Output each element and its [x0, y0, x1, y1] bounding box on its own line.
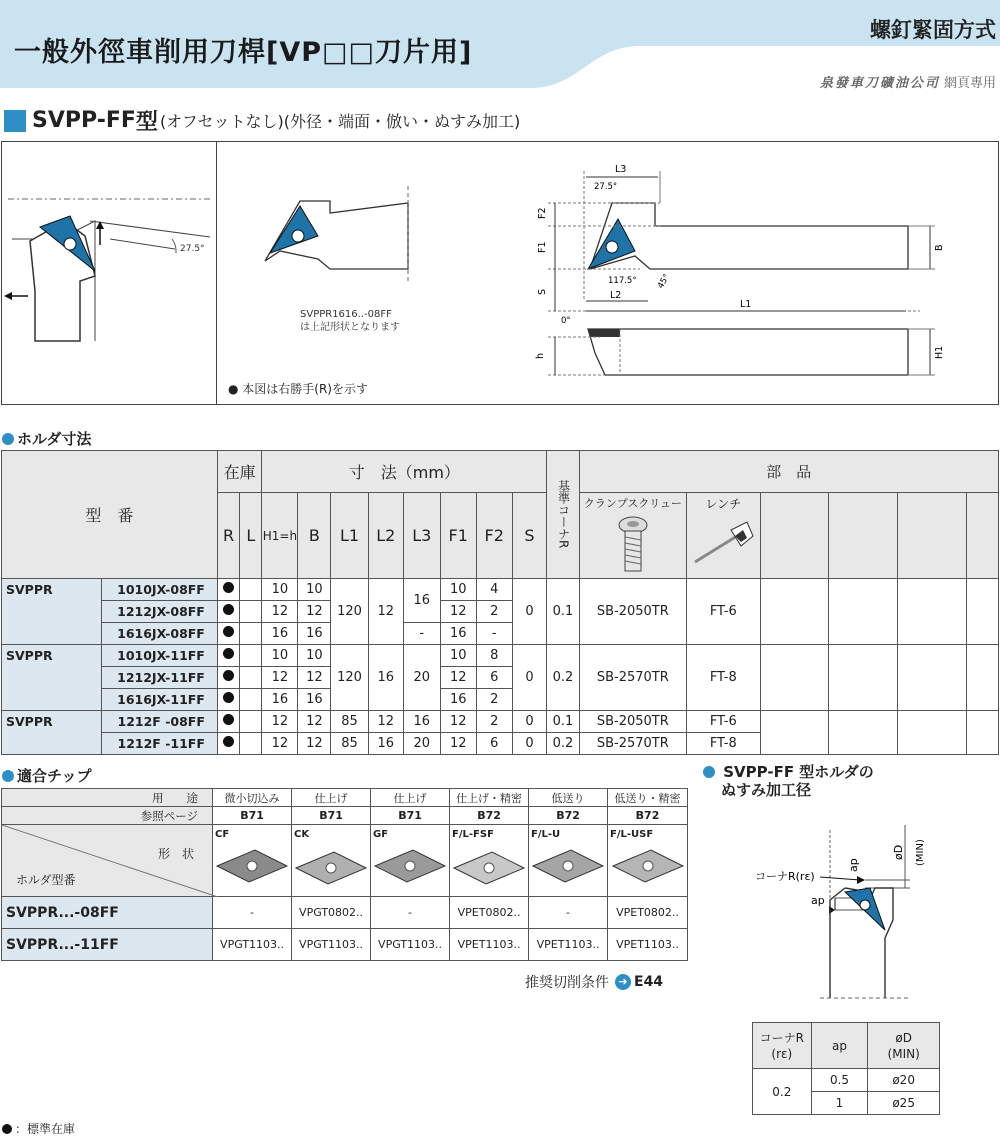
holder-heading — [2, 428, 91, 449]
insert-code: GF — [373, 829, 389, 840]
col-L: L — [240, 493, 262, 579]
cell-f1: 12 — [440, 601, 476, 623]
relief-col-od-sub: (MIN) — [887, 1046, 920, 1061]
figure-note-model — [300, 308, 400, 334]
page-header — [0, 0, 1000, 92]
stock-dot-icon — [223, 648, 234, 659]
col-clamp-label: クランプスクリュー — [583, 497, 682, 510]
inserts-heading-text: 適合チップ — [17, 767, 92, 785]
figure-note-hand: ● 本図は右勝手(R)を示す — [228, 382, 368, 396]
cell-l1: 120 — [331, 579, 368, 645]
cell-f1: 12 — [440, 667, 476, 689]
cell-l3: 20 — [403, 645, 440, 711]
cell-wrench: FT-8 — [687, 645, 760, 711]
stock-R — [217, 579, 239, 601]
stock-L — [240, 579, 262, 601]
stock-dot-icon — [223, 670, 234, 681]
table-row — [2, 897, 688, 929]
stock-L — [240, 601, 262, 623]
stock-dot-icon — [223, 692, 234, 703]
series-blank — [2, 601, 102, 623]
series-label: SVPPR — [2, 711, 102, 733]
legend — [2, 1120, 75, 1137]
insert-cell: VPGT1103.. — [292, 929, 371, 961]
label-use: 用 途 — [2, 789, 213, 807]
cell-f2: 4 — [476, 579, 512, 601]
stock-R — [217, 623, 239, 645]
cell-f1: 10 — [440, 645, 476, 667]
bullet-icon — [2, 433, 14, 445]
label-holder: ホルダ型番 — [16, 873, 76, 887]
cell-f2: 6 — [476, 667, 512, 689]
recommend-page: E44 — [634, 974, 664, 990]
cell-blank — [829, 645, 898, 711]
insert-shape-cell — [213, 825, 292, 897]
cell-blank — [760, 711, 829, 755]
insert-holder: SVPPR...-08FF — [2, 897, 213, 929]
company-name: 泉發車刀礦油公司 網頁專用 — [819, 76, 996, 91]
cell-h: 16 — [262, 623, 298, 645]
recommend-link[interactable] — [525, 972, 663, 992]
table-row — [2, 929, 688, 961]
cell-blank — [829, 579, 898, 645]
section-model-suffix: 型 — [135, 110, 158, 135]
col-wrench — [687, 493, 760, 579]
insert-code: CK — [294, 829, 310, 840]
col-corner-text: 基準コーナR — [556, 480, 571, 549]
dim-L3: L3 — [615, 164, 627, 175]
insert-shape-cell — [529, 825, 608, 897]
cell-l2: 12 — [368, 579, 403, 645]
cell-screw: SB-2050TR — [579, 711, 686, 733]
dim-L2: L2 — [610, 290, 622, 301]
col-parts-blank-2 — [829, 493, 898, 579]
series-label: SVPPR — [2, 579, 102, 601]
header-category: 螺釘緊固方式 — [870, 18, 996, 42]
model-code: 1212JX-08FF — [101, 601, 217, 623]
relief-col-ap: ap — [811, 1023, 868, 1069]
insert-code: F/L-USF — [610, 829, 654, 840]
stock-R — [217, 689, 239, 711]
insert-cell: VPGT1103.. — [213, 929, 292, 961]
insert-cell: VPET1103.. — [450, 929, 529, 961]
cell-l2: 16 — [368, 733, 403, 755]
cell-f1: 12 — [440, 733, 476, 755]
wrench-icon — [691, 516, 755, 566]
insert-shape-cell — [292, 825, 371, 897]
cell-screw: SB-2570TR — [579, 733, 686, 755]
stock-dot-icon — [223, 604, 234, 615]
col-S: S — [512, 493, 547, 579]
relief-ap: 1 — [811, 1092, 868, 1115]
series-blank — [2, 623, 102, 645]
cell-blank — [829, 711, 898, 755]
col-parts-blank-4 — [966, 493, 998, 579]
insert-shape-cell — [371, 825, 450, 897]
series-blank — [2, 733, 102, 755]
col-L2: L2 — [368, 493, 403, 579]
table-row — [2, 579, 999, 601]
ref-link[interactable]: B71 — [292, 807, 371, 825]
cell-h: 12 — [262, 601, 298, 623]
cell-re: 0.1 — [547, 711, 579, 733]
relief-label-od: øD — [892, 844, 905, 860]
section-marker-icon — [4, 110, 26, 132]
inserts-heading — [2, 765, 92, 786]
relief-label-ap-left: ap — [811, 894, 825, 907]
cell-s: 0 — [512, 733, 547, 755]
dim-H1: H1 — [934, 345, 945, 359]
holder-table — [1, 450, 999, 755]
insert-shape-cell — [608, 825, 688, 897]
col-parts-blank-3 — [898, 493, 967, 579]
cell-f2: 2 — [476, 601, 512, 623]
cell-blank — [966, 711, 998, 755]
cell-s: 0 — [512, 711, 547, 733]
insert-holder: SVPPR...-11FF — [2, 929, 213, 961]
cell-l3: 16 — [403, 579, 440, 623]
cell-s: 0 — [512, 579, 547, 645]
insert-cell: - — [371, 897, 450, 929]
cell-h: 12 — [262, 667, 298, 689]
use-cell: 微小切込み — [213, 789, 292, 807]
tool-drawings — [0, 141, 1000, 405]
cell-h: 12 — [262, 711, 298, 733]
dim-S: S — [537, 288, 548, 295]
col-dims: 寸 法（mm） — [262, 451, 547, 493]
model-code: 1212F -08FF — [101, 711, 217, 733]
label-shape: 形 状 — [158, 847, 195, 861]
relief-col-od-label: øD — [895, 1030, 912, 1045]
insert-cell: VPGT1103.. — [371, 929, 450, 961]
col-parts-blank-1 — [760, 493, 829, 579]
col-model: 型 番 — [2, 451, 218, 579]
relief-heading-line2: ぬすみ加工径 — [721, 781, 812, 799]
insert-cell: VPET1103.. — [608, 929, 688, 961]
relief-corner-value: 0.2 — [753, 1069, 812, 1115]
insert-cell: VPET0802.. — [608, 897, 688, 929]
col-F2: F2 — [476, 493, 512, 579]
cell-wrench: FT-6 — [687, 579, 760, 645]
col-stock: 在庫 — [217, 451, 262, 493]
stock-dot-icon — [223, 736, 234, 747]
cell-blank — [898, 645, 967, 711]
cell-f1: 10 — [440, 579, 476, 601]
inserts-table — [1, 788, 688, 961]
cell-blank — [760, 645, 829, 711]
stock-dot-icon — [223, 582, 234, 593]
cell-re: 0.2 — [547, 645, 579, 711]
legend-text: ：標準在庫 — [15, 1122, 76, 1136]
cell-l1: 85 — [331, 711, 368, 733]
relief-label-ap-top: ap — [847, 858, 860, 872]
section-model: SVPP-FF — [32, 108, 136, 133]
model-code: 1010JX-08FF — [101, 579, 217, 601]
label-shape-holder — [2, 825, 213, 897]
cell-f1: 12 — [440, 711, 476, 733]
stock-R — [217, 711, 239, 733]
dim-angle-45: 45° — [655, 272, 673, 291]
cell-wrench: FT-6 — [687, 711, 760, 733]
section-title — [4, 105, 520, 136]
stock-L — [240, 645, 262, 667]
stock-R — [217, 601, 239, 623]
cell-re: 0.1 — [547, 579, 579, 645]
relief-heading — [703, 763, 874, 799]
col-B: B — [298, 493, 331, 579]
figure-note-line1: SVPPR1616..-08FF — [300, 309, 392, 320]
table-row — [753, 1069, 940, 1092]
insert-icon — [215, 846, 289, 886]
insert-code: CF — [215, 829, 230, 840]
cell-b: 10 — [298, 645, 331, 667]
insert-cell: - — [213, 897, 292, 929]
cell-h: 12 — [262, 733, 298, 755]
cell-blank — [898, 711, 967, 755]
cell-h: 16 — [262, 689, 298, 711]
dim-angle-right: 27.5° — [594, 182, 618, 192]
page-title: 一般外徑車削用刀桿[VP□□刀片用] — [14, 37, 473, 68]
stock-R — [217, 733, 239, 755]
relief-label-corner: コーナR(rε) — [755, 870, 815, 883]
ref-link[interactable]: B72 — [608, 807, 688, 825]
cell-l2: 12 — [368, 711, 403, 733]
cell-blank — [966, 645, 998, 711]
cell-l1: 85 — [331, 733, 368, 755]
stock-dot-icon — [223, 714, 234, 725]
dim-F2: F2 — [537, 207, 548, 219]
stock-L — [240, 733, 262, 755]
cell-b: 16 — [298, 689, 331, 711]
use-cell: 仕上げ — [371, 789, 450, 807]
cell-s: 0 — [512, 645, 547, 711]
model-code: 1616JX-11FF — [101, 689, 217, 711]
relief-col-od — [868, 1023, 940, 1069]
stock-L — [240, 711, 262, 733]
cell-h: 10 — [262, 579, 298, 601]
recommend-text: 推奨切削条件 — [525, 975, 609, 991]
use-cell: 仕上げ・精密 — [450, 789, 529, 807]
col-clamp — [579, 493, 686, 579]
relief-od: ø20 — [868, 1069, 940, 1092]
insert-icon — [531, 846, 605, 886]
cell-l3: - — [403, 623, 440, 645]
figure-note-line2: は上記形状となります — [300, 322, 400, 333]
use-cell: 仕上げ — [292, 789, 371, 807]
relief-table — [752, 1022, 940, 1115]
cell-f2: - — [476, 623, 512, 645]
clamp-screw-icon — [613, 515, 653, 575]
bullet-icon — [703, 766, 715, 778]
insert-cell: VPET1103.. — [529, 929, 608, 961]
stock-L — [240, 667, 262, 689]
insert-icon — [294, 846, 368, 886]
dim-h: h — [535, 352, 546, 359]
ref-link[interactable]: B71 — [371, 807, 450, 825]
relief-col-corner — [753, 1023, 812, 1069]
cell-h: 10 — [262, 645, 298, 667]
cell-b: 12 — [298, 667, 331, 689]
model-code: 1212JX-11FF — [101, 667, 217, 689]
table-row — [2, 711, 999, 733]
cell-l3: 16 — [403, 711, 440, 733]
insert-cell: VPGT0802.. — [292, 897, 371, 929]
cell-blank — [898, 579, 967, 645]
relief-ap: 0.5 — [811, 1069, 868, 1092]
insert-cell: VPET0802.. — [450, 897, 529, 929]
cell-l1: 120 — [331, 645, 368, 711]
col-R: R — [217, 493, 239, 579]
section-subtitle: (オフセットなし)(外径・端面・倣い・ぬすみ加工) — [159, 112, 521, 131]
cell-f2: 2 — [476, 711, 512, 733]
insert-icon — [373, 846, 447, 886]
insert-code: F/L-FSF — [452, 829, 494, 840]
col-L3: L3 — [403, 493, 440, 579]
bullet-icon — [2, 770, 14, 782]
stock-dot-icon — [2, 1124, 12, 1134]
col-parts: 部 品 — [579, 451, 998, 493]
stock-R — [217, 645, 239, 667]
cell-f2: 6 — [476, 733, 512, 755]
stock-L — [240, 689, 262, 711]
cell-b: 12 — [298, 733, 331, 755]
cell-wrench: FT-8 — [687, 733, 760, 755]
cell-b: 10 — [298, 579, 331, 601]
insert-icon — [452, 846, 526, 886]
cell-f1: 16 — [440, 623, 476, 645]
col-wrench-label: レンチ — [705, 497, 742, 511]
insert-shape-cell — [450, 825, 529, 897]
cell-b: 16 — [298, 623, 331, 645]
series-blank — [2, 667, 102, 689]
dim-B: B — [934, 244, 945, 251]
insert-cell: - — [529, 897, 608, 929]
cell-l3: 20 — [403, 733, 440, 755]
insert-icon — [611, 846, 685, 886]
dim-angle-left: 27.5° — [180, 244, 205, 254]
series-label: SVPPR — [2, 645, 102, 667]
dim-angle-117: 117.5° — [608, 276, 637, 286]
relief-od: ø25 — [868, 1092, 940, 1115]
relief-label-min: (MIN) — [915, 839, 926, 866]
dim-angle-zero: 0° — [561, 316, 571, 326]
table-row — [2, 645, 999, 667]
col-F1: F1 — [440, 493, 476, 579]
col-H1: H1=h — [262, 493, 298, 579]
cell-f2: 8 — [476, 645, 512, 667]
cell-f2: 2 — [476, 689, 512, 711]
col-corner — [547, 451, 579, 579]
relief-drawing — [745, 820, 945, 1005]
label-ref: 参照ページ — [2, 807, 213, 825]
ref-link[interactable]: B72 — [450, 807, 529, 825]
relief-heading-line1: SVPP-FF 型ホルダの — [723, 763, 874, 781]
cell-re: 0.2 — [547, 733, 579, 755]
col-L1: L1 — [331, 493, 368, 579]
stock-dot-icon — [223, 626, 234, 637]
dim-F1: F1 — [537, 241, 548, 253]
model-code: 1212F -11FF — [101, 733, 217, 755]
dim-L1: L1 — [740, 299, 752, 310]
model-code: 1010JX-11FF — [101, 645, 217, 667]
stock-R — [217, 667, 239, 689]
ref-link[interactable]: B72 — [529, 807, 608, 825]
cell-blank — [966, 579, 998, 645]
cell-b: 12 — [298, 711, 331, 733]
cell-blank — [760, 579, 829, 645]
arrow-right-icon: ➔ — [615, 974, 631, 990]
series-blank — [2, 689, 102, 711]
cell-l2: 16 — [368, 645, 403, 711]
holder-heading-text: ホルダ寸法 — [17, 430, 92, 448]
use-cell: 低送り — [529, 789, 608, 807]
cell-b: 12 — [298, 601, 331, 623]
ref-link[interactable]: B71 — [213, 807, 292, 825]
model-code: 1616JX-08FF — [101, 623, 217, 645]
cell-f1: 16 — [440, 689, 476, 711]
relief-col-corner-sub: (rε) — [771, 1046, 793, 1061]
cell-screw: SB-2050TR — [579, 579, 686, 645]
cell-screw: SB-2570TR — [579, 645, 686, 711]
insert-code: F/L-U — [531, 829, 561, 840]
use-cell: 低送り・精密 — [608, 789, 688, 807]
relief-col-corner-label: コーナR — [759, 1030, 804, 1045]
stock-L — [240, 623, 262, 645]
